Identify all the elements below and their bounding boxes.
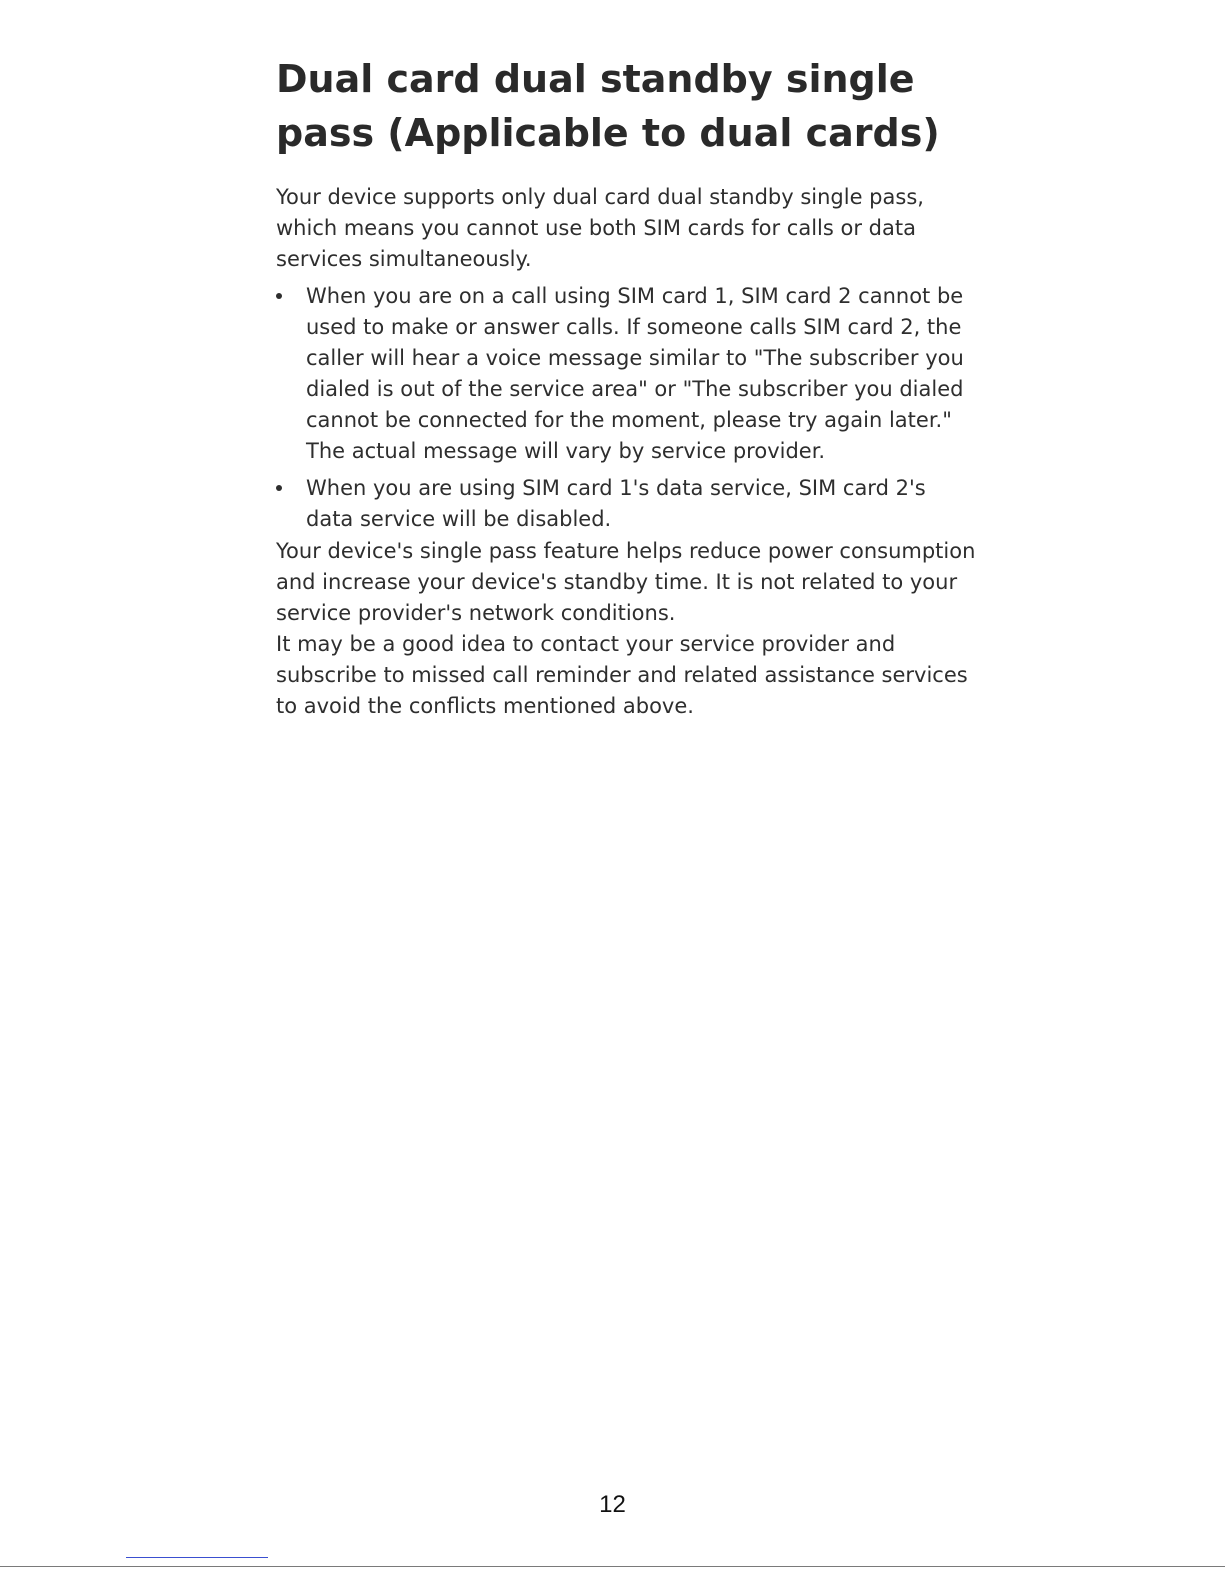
bullet-text: When you are using SIM card 1's data service, SIM card 2's data service will be disabled. <box>306 476 926 531</box>
bullet-dot-icon <box>276 293 282 299</box>
intro-paragraph: Your device supports only dual card dual standby single pass, which means you cannot use both SIM cards for calls or data services simultaneously. <box>276 185 924 271</box>
page-content <box>276 52 976 722</box>
bullet-item-call-conflict <box>276 281 976 467</box>
page-number: 12 <box>599 1491 626 1518</box>
page-title-line-2: pass (Applicable to dual cards) <box>276 111 940 155</box>
bullet-text: When you are on a call using SIM card 1, SIM card 2 cannot be used to make or answer calls. If someone calls SIM card 2, the caller will hear a voice message similar to "The subscriber you dialed is out of the service area" or "The subscriber you dialed cannot be connected for the moment, please try again later." The actual message will vary by service provider. <box>306 284 964 463</box>
body-text <box>276 182 976 722</box>
contact-provider-paragraph: It may be a good idea to contact your service provider and subscribe to missed call reminder and related assistance services to avoid the conflicts mentioned above. <box>276 632 968 718</box>
bullet-list <box>276 281 976 535</box>
bullet-item-data-conflict <box>276 473 976 535</box>
bottom-link-underline <box>126 1557 268 1558</box>
page-title-line-1: Dual card dual standby single <box>276 57 915 101</box>
single-pass-paragraph: Your device's single pass feature helps reduce power consumption and increase your device's standby time. It is not related to your service provider's network conditions. <box>276 539 976 625</box>
page-title <box>276 52 976 160</box>
bottom-rule-divider <box>0 1566 1225 1567</box>
bullet-dot-icon <box>276 485 282 491</box>
